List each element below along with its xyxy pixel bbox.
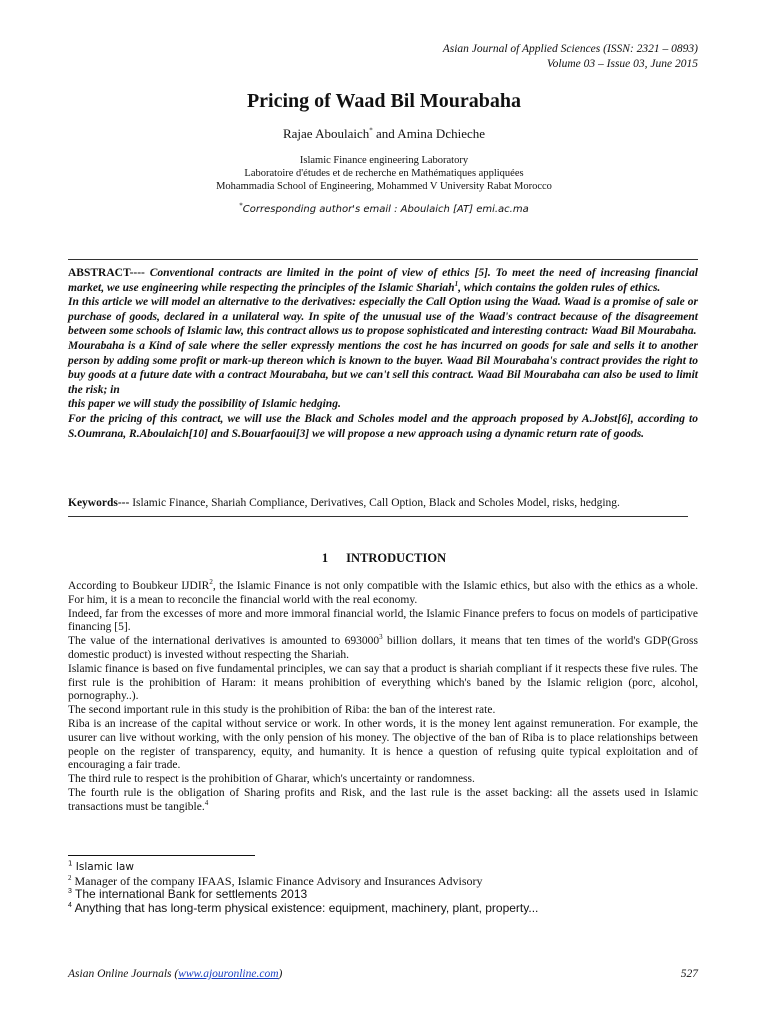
journal-name: Asian Journal of Applied Sciences (ISSN: 2321 – 0893) xyxy=(442,43,698,55)
page-number: 527 xyxy=(680,968,698,980)
section-number: 1 xyxy=(321,551,329,565)
keywords-label: Keywords--- xyxy=(68,497,130,509)
divider-top xyxy=(68,259,698,260)
footnote-item xyxy=(68,861,708,875)
paper-title: Pricing of Waad Bil Mourabaha xyxy=(246,90,522,112)
body-paragraph: The third rule to respect is the prohibition of Gharar, which's uncertainty or randomness. xyxy=(68,773,475,786)
footer-journal xyxy=(68,968,282,980)
journal-issue: Volume 03 – Issue 03, June 2015 xyxy=(546,58,698,70)
abstract xyxy=(68,266,698,441)
abstract-paragraph xyxy=(68,266,698,295)
body-paragraph: Indeed, far from the excesses of more and more immoral financial world, the Islamic Finance prefers to focus on models of participative financing [5]. xyxy=(68,607,698,634)
author-2: and Amina Dchieche xyxy=(372,126,486,141)
body-paragraph xyxy=(68,580,698,608)
body-text-span: According to Boubkeur IJDIR xyxy=(68,580,210,592)
body-paragraph: Riba is an increase of the capital without service or work. In other words, it is the money lent against remuneration. For example, the usurer can live without working, with the only pension of his money. The objective of the ban of Riba is to place relationships between people on the register of transparency, equity, and humanity. It is hence a question of refusing quite typical exploitation and of encouraging a fair trade. xyxy=(68,717,698,772)
abstract-paragraph: In this article we will model an alternative to the derivatives: especially the Call Option using the Waad. Waad is a promise of sale or purchase of goods, declared in a unilateral way. In spite of the unusual use of the Waad's contract because of the disagreement between some schools of Islamic law, this contract allows us to propose sophisticated and interesting contract: Waad Bil Mourabaha. xyxy=(68,296,698,338)
abstract-text: Conventional contracts are limited in the point of view of ethics [5]. To meet the need of increasing financial market, we use engineering while respecting the principles of the Islamic Shariah xyxy=(68,267,698,294)
footer-text: ) xyxy=(278,968,283,980)
footnote-ref[interactable]: 3 xyxy=(379,633,383,642)
abstract-paragraph: Mourabaha is a Kind of sale where the seller expressly mentions the cost he has incurred on goods for sale and sells it to another person by adding some profit or mark-up thereon which is known to the buyer. Waad Bil Mourabaha's contract provides the right to buy goods at a future date with a contract Mourabaha, but we can't sell this contract. Waad Bil Mourabaha can also be used to limit the risk; in xyxy=(68,339,698,396)
author-line xyxy=(0,126,768,142)
body-text-span: , the Islamic Finance is not only compatible with the Islamic ethics, but also with the ethics as a whole. For him, it is a mean to reconcile the financial world with the real economy. xyxy=(68,580,698,606)
body-paragraph xyxy=(68,787,698,815)
section-heading xyxy=(0,551,768,566)
author-1-mark: * xyxy=(369,126,373,135)
body-paragraph: Islamic finance is based on five fundamental principles, we can say that a product is shariah compliant if it respects these five rules. The first rule is the prohibition of Haram: it means prohibition of everything which's baned by the Islamic religion (porc, alcohol, pornography..). xyxy=(68,662,698,703)
footnote-item xyxy=(68,875,708,889)
footer-text: Asian Online Journals ( xyxy=(68,968,179,980)
keywords xyxy=(68,496,698,510)
footnote-ref[interactable]: 1 xyxy=(454,279,459,288)
body-text xyxy=(68,580,698,815)
abstract-label: ABSTRACT---- xyxy=(68,267,150,279)
footnote-item xyxy=(68,888,708,902)
journal-website-link[interactable]: www.ajouronline.com xyxy=(178,968,279,980)
divider-bottom xyxy=(68,516,688,517)
author-1: Rajae Aboulaich xyxy=(282,126,370,141)
corresponding-mark: * xyxy=(239,201,243,210)
footnote-text: Islamic law xyxy=(72,861,134,873)
footnote-mark: 1 xyxy=(68,859,73,868)
footnote-text: Manager of the company IFAAS, Islamic Finance Advisory and Insurances Advisory xyxy=(71,873,483,888)
abstract-paragraph: this paper we will study the possibility of Islamic hedging. xyxy=(68,398,341,411)
footnote-mark: 3 xyxy=(68,888,72,895)
footnotes xyxy=(68,861,708,915)
footnote-item xyxy=(68,902,708,916)
footnote-mark: 2 xyxy=(68,873,72,882)
section-title: INTRODUCTION xyxy=(346,551,447,565)
footnote-text: Anything that has long-term physical existence: equipment, machinery, plant, property... xyxy=(71,900,539,915)
affiliation-line: Mohammadia School of Engineering, Mohammed V University Rabat Morocco xyxy=(216,181,552,192)
abstract-text: , which contains the golden rules of ethics. xyxy=(458,281,661,294)
corresponding-email: Corresponding author's email : Aboulaich [AT] emi.ac.ma xyxy=(242,204,529,215)
journal-header xyxy=(443,42,698,72)
keywords-text: Islamic Finance, Shariah Compliance, Derivatives, Call Option, Black and Scholes Model, risks, hedging. xyxy=(129,497,620,509)
footnote-ref[interactable]: 4 xyxy=(204,798,209,807)
abstract-paragraph: For the pricing of this contract, we will use the Black and Scholes model and the approach proposed by A.Jobst[6], according to S.Oumrana, R.Aboulaich[10] and S.Bouarfaoui[3] we will propose a new approach using a dynamic return rate of goods. xyxy=(68,412,698,440)
body-text-span: The value of the international derivatives is amounted to 693000 xyxy=(68,635,380,648)
footnote-mark: 4 xyxy=(68,901,72,909)
footnote-text: The international Bank for settlements 2013 xyxy=(71,887,308,901)
affiliation-line: Islamic Finance engineering Laboratory xyxy=(299,155,469,166)
body-paragraph: The second important rule in this study is the prohibition of Riba: the ban of the interest rate. xyxy=(68,704,496,717)
affiliation xyxy=(0,154,768,193)
corresponding-author xyxy=(0,201,768,215)
body-text-span: The fourth rule is the obligation of Sharing profits and Risk, and the last rule is the asset backing: all the assets used in Islamic transactions must be tangible. xyxy=(68,786,698,813)
affiliation-line: Laboratoire d'études et de recherche en Mathématiques appliquées xyxy=(244,168,524,179)
footnote-divider xyxy=(68,855,255,856)
body-paragraph xyxy=(68,635,698,663)
body-text-span: billion dollars, it means that ten times of the world's GDP(Gross domestic product) is invested without respecting the Shariah. xyxy=(68,635,699,661)
footnote-ref[interactable]: 2 xyxy=(209,578,213,587)
